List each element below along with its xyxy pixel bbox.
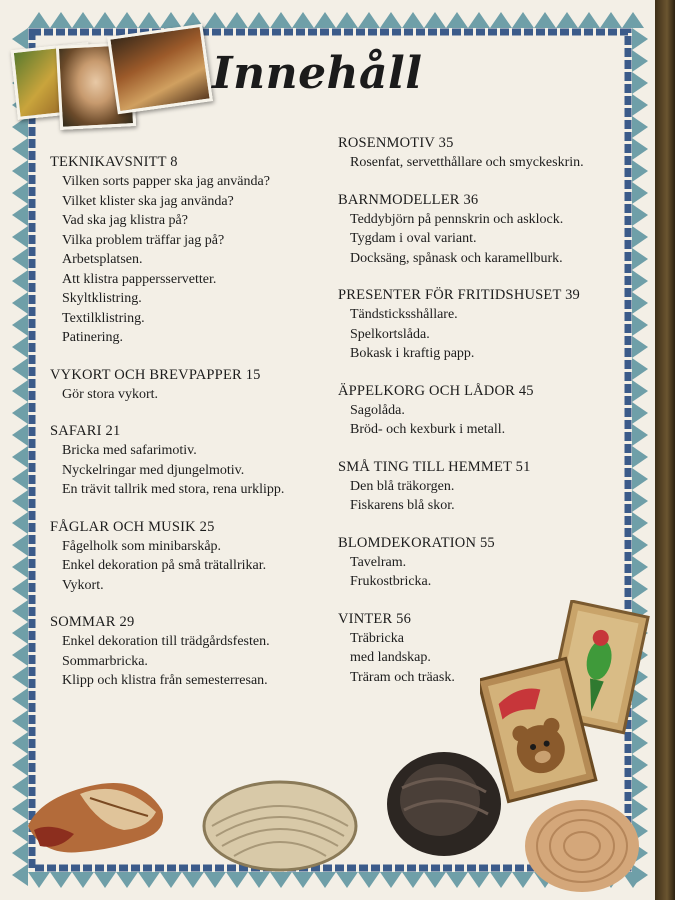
section-item: Sommarbricka. bbox=[62, 653, 148, 669]
section-heading: VYKORT OCH BREVPAPPER 15 bbox=[50, 366, 261, 383]
page-title: Innehåll bbox=[212, 48, 423, 99]
clam-shell-illustration bbox=[200, 776, 360, 876]
toc-section bbox=[338, 533, 584, 592]
section-item: Nyckelringar med djungelmotiv. bbox=[62, 462, 245, 478]
section-item: Fågelholk som minibarskåp. bbox=[62, 538, 222, 554]
section-item: Patinering. bbox=[62, 330, 124, 345]
section-item: Vad ska jag klistra på? bbox=[62, 213, 188, 228]
section-item: Fiskarens blå skor. bbox=[350, 498, 455, 513]
section-heading: TEKNIKAVSNITT 8 bbox=[50, 154, 178, 170]
section-item: Arbetsplatsen. bbox=[62, 252, 143, 267]
section-item: Träram och träask. bbox=[350, 669, 455, 685]
section-item: med landskap. bbox=[350, 650, 431, 665]
animal-panels-illustration bbox=[480, 600, 650, 805]
book-spine bbox=[655, 0, 675, 900]
collage-photo-objects bbox=[107, 24, 213, 115]
toc-left-column bbox=[50, 152, 284, 708]
section-item: Spelkortslåda. bbox=[350, 326, 430, 342]
toc-section bbox=[338, 285, 584, 364]
section-item: Klipp och klistra från semesterresan. bbox=[62, 673, 268, 688]
section-heading: SAFARI 21 bbox=[50, 423, 121, 439]
toc-section bbox=[50, 612, 284, 691]
cockle-shell-illustration bbox=[522, 796, 642, 896]
toc-section bbox=[50, 517, 284, 596]
section-item: Vykort. bbox=[62, 577, 104, 593]
section-item: Vilket klister ska jag använda? bbox=[62, 193, 234, 209]
section-item: Vilka problem träffar jag på? bbox=[62, 232, 225, 248]
toc-section bbox=[50, 421, 284, 500]
section-item: Teddybjörn på pennskrin och asklock. bbox=[350, 211, 564, 227]
section-item: Textilklistring. bbox=[62, 310, 145, 326]
section-item: Docksäng, spånask och karamellburk. bbox=[350, 250, 563, 266]
toc-section bbox=[338, 190, 584, 269]
section-item: Träbricka bbox=[350, 630, 404, 646]
section-heading: ROSENMOTIV 35 bbox=[338, 135, 454, 151]
section-item: Bokask i kraftig papp. bbox=[350, 346, 475, 361]
section-item: Tavelram. bbox=[350, 554, 407, 570]
conch-shell-illustration bbox=[20, 768, 170, 868]
section-item: En trävit tallrik med stora, rena urklipp. bbox=[62, 482, 285, 497]
section-item: Bricka med safarimotiv. bbox=[62, 443, 197, 458]
section-item: Bröd- och kexburk i metall. bbox=[350, 422, 506, 437]
toc-section bbox=[338, 133, 584, 173]
section-item: Frukostbricka. bbox=[350, 574, 432, 589]
section-heading: FÅGLAR OCH MUSIK 25 bbox=[50, 518, 215, 535]
toc-section bbox=[338, 381, 584, 440]
section-item: Enkel dekoration till trädgårdsfesten. bbox=[62, 634, 270, 649]
section-item: Tygdam i oval variant. bbox=[350, 231, 477, 246]
toc-section bbox=[338, 457, 584, 516]
section-item: Vilken sorts papper ska jag använda? bbox=[62, 174, 270, 189]
section-item: Enkel dekoration på små trätallrikar. bbox=[62, 558, 267, 573]
section-item: Den blå träkorgen. bbox=[350, 478, 455, 494]
section-heading: VINTER 56 bbox=[338, 610, 412, 627]
section-heading: SOMMAR 29 bbox=[50, 614, 135, 630]
section-item: Sagolåda. bbox=[350, 402, 405, 418]
section-item: Att klistra pappersservetter. bbox=[62, 271, 217, 287]
section-heading: BLOMDEKORATION 55 bbox=[338, 534, 495, 551]
section-heading: SMÅ TING TILL HEMMET 51 bbox=[338, 458, 531, 475]
section-item: Rosenfat, servetthållare och smyckeskrin. bbox=[350, 155, 584, 170]
section-item: Gör stora vykort. bbox=[62, 386, 159, 402]
section-heading: PRESENTER FÖR FRITIDSHUSET 39 bbox=[338, 287, 580, 303]
section-item: Tändsticksshållare. bbox=[350, 307, 458, 322]
section-item: Skyltklistring. bbox=[62, 291, 142, 306]
toc-section bbox=[50, 152, 284, 348]
mussel-shell-illustration bbox=[384, 748, 504, 860]
toc-section bbox=[50, 365, 284, 405]
section-heading: BARNMODELLER 36 bbox=[338, 191, 479, 208]
section-heading: ÄPPELKORG OCH LÅDOR 45 bbox=[338, 382, 534, 399]
